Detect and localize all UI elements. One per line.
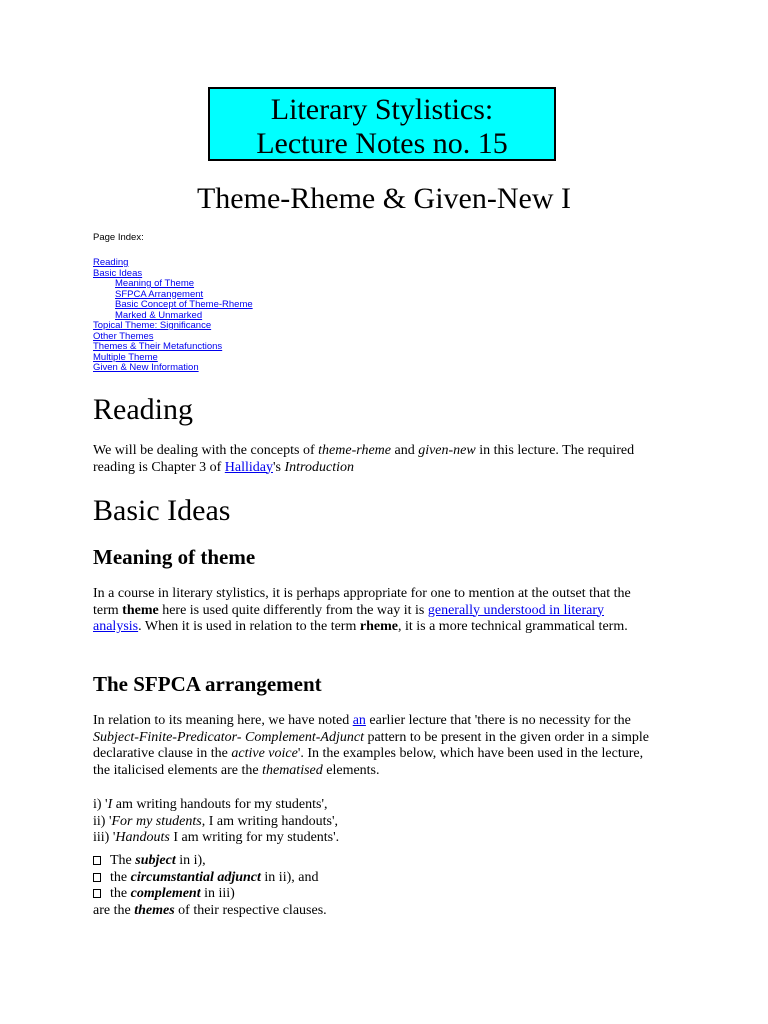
- page-index-list: [93, 258, 253, 374]
- text: , it is a more technical grammatical term.: [397, 619, 628, 634]
- text: . When it is used in relation to the term: [138, 619, 360, 634]
- term-given-new: given-new: [418, 443, 476, 458]
- text: In a course in literary stylistics, it is perhaps appropriate for one to mention at the outset that the term: [93, 586, 631, 618]
- page-index-label: Page Index:: [93, 232, 144, 243]
- bullet-item-2: the circumstantial adjunct in ii), and: [93, 870, 318, 885]
- text: elements.: [322, 762, 380, 778]
- literary-analysis-link[interactable]: generally understood in literary analysis: [93, 602, 604, 634]
- bullet-list: [93, 853, 653, 919]
- index-link-multiple-theme[interactable]: Multiple Theme: [93, 351, 158, 363]
- bullet-item-3: the complement in iii): [93, 886, 235, 901]
- reading-paragraph: [93, 443, 653, 476]
- text: and: [390, 443, 419, 458]
- heading-basic-ideas: Basic Ideas: [93, 494, 231, 527]
- term-active-voice: active voice: [231, 746, 298, 761]
- term-rheme: rheme: [359, 619, 398, 634]
- text: In relation to its meaning here, we have noted: [93, 713, 353, 728]
- meaning-paragraph: [93, 586, 653, 636]
- index-link-basic-concept[interactable]: Basic Concept of Theme-Rheme: [115, 299, 253, 310]
- bullet-box-icon: [93, 889, 101, 898]
- index-link-meaning-of-theme[interactable]: Meaning of Theme: [115, 278, 195, 289]
- examples-list: [93, 797, 653, 847]
- heading-meaning-of-theme: Meaning of theme: [93, 545, 256, 569]
- title-line-1: Literary Stylistics:: [270, 93, 494, 126]
- term-thematised: thematised: [262, 762, 323, 778]
- term-theme: theme: [122, 602, 159, 618]
- page-subtitle: Theme-Rheme & Given-New I: [196, 182, 572, 215]
- book-title: Introduction: [284, 459, 354, 475]
- bullet-item-1: The subject in i),: [93, 853, 206, 868]
- index-link-reading[interactable]: Reading: [93, 257, 129, 268]
- example-1: i) 'I am writing handouts for my students',: [93, 797, 328, 812]
- bullet-box-icon: [93, 856, 101, 865]
- index-link-sfpca-arrangement[interactable]: SFPCA Arrangement: [115, 288, 204, 300]
- title-line-2: Lecture Notes no. 15: [256, 127, 508, 160]
- sfpca-paragraph: [93, 713, 653, 779]
- text: earlier lecture that 'there is no necessity for the: [365, 713, 631, 728]
- term-theme-rheme: theme-rheme: [318, 443, 391, 458]
- index-link-themes-metafunctions[interactable]: Themes & Their Metafunctions: [93, 341, 223, 352]
- index-link-given-new[interactable]: Given & New Information: [93, 362, 199, 373]
- text: in this lecture. The required reading is Chapter 3 of: [93, 443, 635, 475]
- title-box: [208, 87, 556, 161]
- index-link-topical-theme[interactable]: Topical Theme: Significance: [93, 320, 212, 331]
- bullet-conclusion: are the themes of their respective clauses.: [93, 902, 327, 918]
- heading-sfpca: The SFPCA arrangement: [93, 672, 322, 696]
- index-link-other-themes[interactable]: Other Themes: [93, 330, 154, 342]
- index-link-marked-unmarked[interactable]: Marked & Unmarked: [115, 309, 203, 321]
- text: 's: [273, 459, 285, 475]
- bullet-box-icon: [93, 873, 101, 882]
- heading-reading: Reading: [93, 393, 193, 426]
- text: pattern to be present in the given order in a simple declarative clause in the: [93, 729, 649, 761]
- text: We will be dealing with the concepts of: [93, 443, 319, 458]
- example-2: ii) 'For my students, I am writing handouts',: [93, 813, 338, 829]
- halliday-link[interactable]: Halliday: [224, 459, 274, 475]
- index-link-basic-ideas[interactable]: Basic Ideas: [93, 267, 143, 279]
- text: '. In the examples below, which have been used in the lecture, the italicised elements are the: [93, 746, 644, 778]
- text: here is used quite differently from the way it is: [158, 602, 428, 618]
- earlier-lecture-link[interactable]: an: [352, 713, 366, 728]
- term-sfpca: Subject-Finite-Predicator- Complement-Adjunct: [93, 729, 364, 745]
- example-3: iii) 'Handouts I am writing for my students'.: [93, 830, 340, 845]
